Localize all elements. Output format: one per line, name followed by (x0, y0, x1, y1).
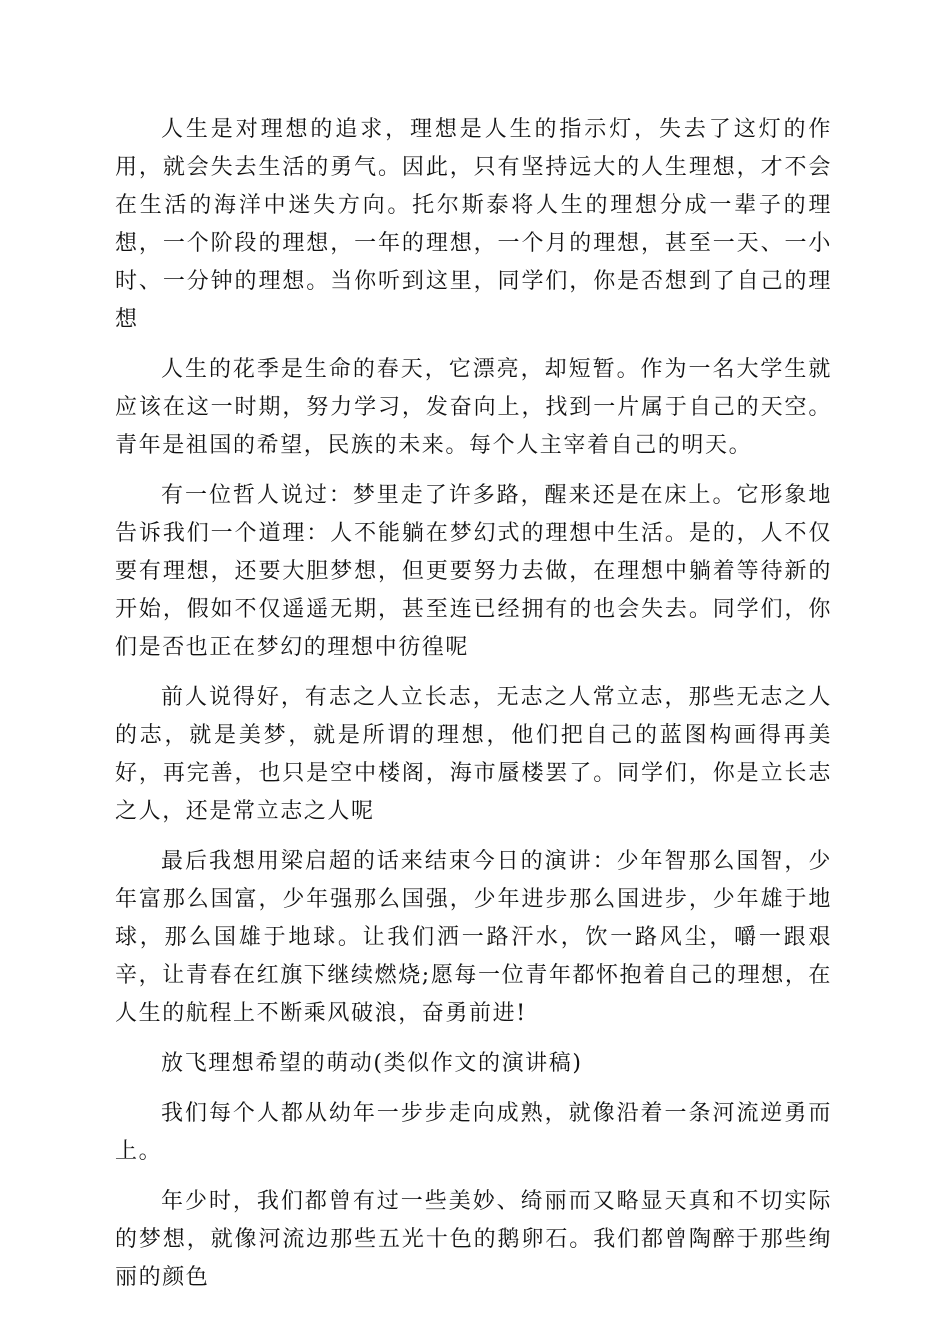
paragraph-8: 年少时，我们都曾有过一些美妙、绮丽而又略显天真和不切实际的梦想，就像河流边那些五光十色的鹅卵石。我们都曾陶醉于那些绚丽的颜色 (115, 1189, 832, 1290)
paragraph-1: 人生是对理想的追求，理想是人生的指示灯，失去了这灯的作用，就会失去生活的勇气。因此，只有坚持远大的人生理想，才不会在生活的海洋中迷失方向。托尔斯泰将人生的理想分成一辈子的理想，一个阶段的理想，一年的理想，一个月的理想，甚至一天、一小时、一分钟的理想。当你听到这里，同学们，你是否想到了自己的理想 (115, 117, 832, 332)
speech-title-line: 放飞理想希望的萌动(类似作文的演讲稿) (161, 1051, 583, 1076)
paragraph-7: 我们每个人都从幼年一步步走向成熟，就像沿着一条河流逆勇而上。 (115, 1101, 832, 1164)
paragraph-5: 最后我想用梁启超的话来结束今日的演讲：少年智那么国智，少年富那么国富，少年强那么国强，少年进步那么国进步，少年雄于地球，那么国雄于地球。让我们洒一路汗水，饮一路风尘，嚼一跟艰辛，让青春在红旗下继续燃烧;愿每一位青年都怀抱着自己的理想，在人生的航程上不断乘风破浪，奋勇前进! (115, 849, 833, 1026)
document-body (115, 111, 832, 1297)
paragraph-4: 前人说得好，有志之人立长志，无志之人常立志，那些无志之人的志，就是美梦，就是所谓的理想，他们把自己的蓝图构画得再美好，再完善，也只是空中楼阁，海市蜃楼罢了。同学们，你是立长志之人，还是常立志之人呢 (115, 685, 832, 824)
paragraph-2: 人生的花季是生命的春天，它漂亮，却短暂。作为一名大学生就应该在这一时期，努力学习，发奋向上，找到一片属于自己的天空。青年是祖国的希望，民族的未来。每个人主宰着自己的明天。 (115, 357, 832, 458)
paragraph-3: 有一位哲人说过：梦里走了许多路，醒来还是在床上。它形象地告诉我们一个道理：人不能躺在梦幻式的理想中生活。是的，人不仅要有理想，还要大胆梦想，但更要努力去做，在理想中躺着等待新的开始，假如不仅遥遥无期，甚至连已经拥有的也会失去。同学们，你们是否也正在梦幻的理想中彷徨呢 (115, 483, 832, 660)
